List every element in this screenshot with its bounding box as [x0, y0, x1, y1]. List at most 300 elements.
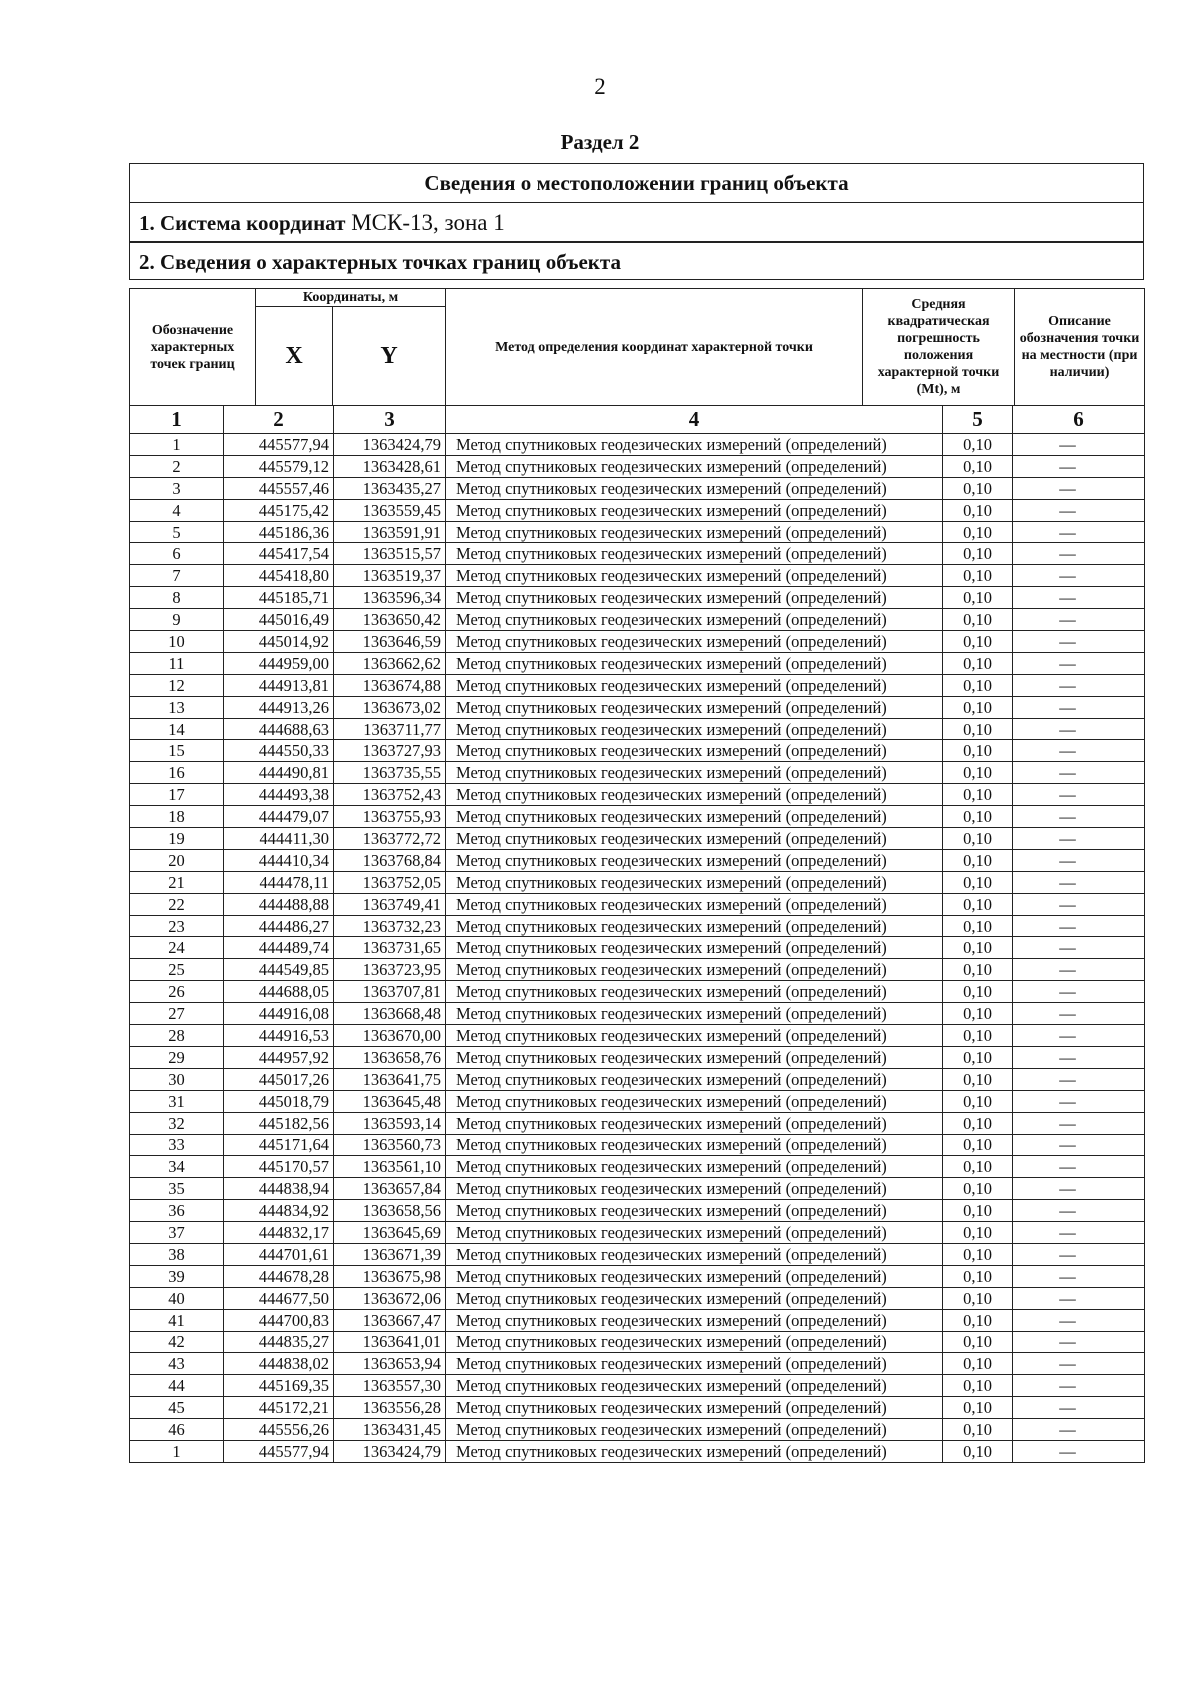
- column-numbers-row: [130, 406, 1145, 434]
- description-cell: —: [1013, 1134, 1145, 1156]
- coordinate-x: 444700,83: [224, 1309, 334, 1331]
- point-number: 46: [130, 1419, 224, 1441]
- point-number: 16: [130, 762, 224, 784]
- page-number: 2: [594, 74, 606, 99]
- coordinate-y: 1363672,06: [334, 1287, 446, 1309]
- coordinate-x: 444411,30: [224, 828, 334, 850]
- description-cell: —: [1013, 1375, 1145, 1397]
- coordinate-y: 1363424,79: [334, 1440, 446, 1462]
- point-number: 29: [130, 1046, 224, 1068]
- accuracy-cell: 0,10: [943, 1046, 1013, 1068]
- point-number: 25: [130, 959, 224, 981]
- table-row: [130, 565, 1145, 587]
- table-row: [130, 1419, 1145, 1441]
- point-number: 2: [130, 455, 224, 477]
- coordinate-y: 1363515,57: [334, 543, 446, 565]
- description-cell: —: [1013, 871, 1145, 893]
- coordinate-y: 1363674,88: [334, 674, 446, 696]
- table-row: [130, 1353, 1145, 1375]
- table-row: [130, 1331, 1145, 1353]
- description-cell: —: [1013, 652, 1145, 674]
- description-cell: —: [1013, 1440, 1145, 1462]
- point-number: 30: [130, 1068, 224, 1090]
- point-number: 32: [130, 1112, 224, 1134]
- method-cell: Метод спутниковых геодезических измерений (определений): [446, 1440, 943, 1462]
- method-cell: Метод спутниковых геодезических измерений (определений): [446, 784, 943, 806]
- accuracy-cell: 0,10: [943, 521, 1013, 543]
- point-number: 9: [130, 609, 224, 631]
- coordinate-x: 444916,08: [224, 1003, 334, 1025]
- table-row: [130, 718, 1145, 740]
- point-number: 41: [130, 1309, 224, 1331]
- table-row: [130, 871, 1145, 893]
- accuracy-cell: 0,10: [943, 718, 1013, 740]
- table-row: [130, 1397, 1145, 1419]
- coordinate-x: 444835,27: [224, 1331, 334, 1353]
- coordinate-y: 1363658,76: [334, 1046, 446, 1068]
- point-number: 18: [130, 806, 224, 828]
- point-number: 14: [130, 718, 224, 740]
- method-cell: Метод спутниковых геодезических измерений (определений): [446, 718, 943, 740]
- point-number: 7: [130, 565, 224, 587]
- coordinate-y: 1363641,75: [334, 1068, 446, 1090]
- point-number: 3: [130, 477, 224, 499]
- point-number: 28: [130, 1025, 224, 1047]
- method-cell: Метод спутниковых геодезических измерений (определений): [446, 652, 943, 674]
- accuracy-cell: 0,10: [943, 1287, 1013, 1309]
- coordinate-y: 1363667,47: [334, 1309, 446, 1331]
- accuracy-cell: 0,10: [943, 740, 1013, 762]
- coordinate-y: 1363772,72: [334, 828, 446, 850]
- coordinate-x: 444916,53: [224, 1025, 334, 1047]
- method-cell: Метод спутниковых геодезических измерений (определений): [446, 1309, 943, 1331]
- coordinate-x: 445014,92: [224, 631, 334, 653]
- method-cell: Метод спутниковых геодезических измерений (определений): [446, 674, 943, 696]
- table-row: [130, 1222, 1145, 1244]
- accuracy-cell: 0,10: [943, 1265, 1013, 1287]
- coordinate-x: 444550,33: [224, 740, 334, 762]
- coordinate-y: 1363749,41: [334, 893, 446, 915]
- table-row: [130, 1243, 1145, 1265]
- coordinate-x: 445182,56: [224, 1112, 334, 1134]
- point-number: 24: [130, 937, 224, 959]
- accuracy-cell: 0,10: [943, 915, 1013, 937]
- coordinate-y: 1363752,05: [334, 871, 446, 893]
- method-cell: Метод спутниковых геодезических измерений (определений): [446, 455, 943, 477]
- method-cell: Метод спутниковых геодезических измерений (определений): [446, 609, 943, 631]
- method-cell: Метод спутниковых геодезических измерений (определений): [446, 959, 943, 981]
- accuracy-cell: 0,10: [943, 455, 1013, 477]
- coordinate-y: 1363435,27: [334, 477, 446, 499]
- coordinate-x: 445169,35: [224, 1375, 334, 1397]
- coordinate-x: 445579,12: [224, 455, 334, 477]
- coordinate-y: 1363650,42: [334, 609, 446, 631]
- method-cell: Метод спутниковых геодезических измерений (определений): [446, 1003, 943, 1025]
- accuracy-cell: 0,10: [943, 477, 1013, 499]
- method-cell: Метод спутниковых геодезических измерений (определений): [446, 1222, 943, 1244]
- table-row: [130, 543, 1145, 565]
- description-cell: —: [1013, 849, 1145, 871]
- coordinate-y: 1363675,98: [334, 1265, 446, 1287]
- description-cell: —: [1013, 543, 1145, 565]
- method-cell: Метод спутниковых геодезических измерений (определений): [446, 828, 943, 850]
- description-cell: —: [1013, 1068, 1145, 1090]
- description-cell: —: [1013, 499, 1145, 521]
- point-number: 35: [130, 1178, 224, 1200]
- accuracy-cell: 0,10: [943, 1243, 1013, 1265]
- description-cell: —: [1013, 959, 1145, 981]
- coordinate-x: 444410,34: [224, 849, 334, 871]
- description-cell: —: [1013, 1265, 1145, 1287]
- description-cell: —: [1013, 1046, 1145, 1068]
- point-number: 39: [130, 1265, 224, 1287]
- coordinate-x: 445185,71: [224, 587, 334, 609]
- description-cell: —: [1013, 1090, 1145, 1112]
- method-cell: Метод спутниковых геодезических измерений (определений): [446, 1287, 943, 1309]
- coordinate-y: 1363645,48: [334, 1090, 446, 1112]
- method-cell: Метод спутниковых геодезических измерений (определений): [446, 1068, 943, 1090]
- coordinate-y: 1363723,95: [334, 959, 446, 981]
- method-cell: Метод спутниковых геодезических измерений (определений): [446, 806, 943, 828]
- method-cell: Метод спутниковых геодезических измерений (определений): [446, 1178, 943, 1200]
- method-cell: Метод спутниковых геодезических измерений (определений): [446, 1156, 943, 1178]
- coordinate-y: 1363732,23: [334, 915, 446, 937]
- table-row: [130, 1178, 1145, 1200]
- table-row: [130, 1200, 1145, 1222]
- table-row: [130, 981, 1145, 1003]
- table-row: [130, 455, 1145, 477]
- coordinate-y: 1363657,84: [334, 1178, 446, 1200]
- accuracy-cell: 0,10: [943, 1134, 1013, 1156]
- section-title: Раздел 2: [560, 130, 640, 154]
- method-cell: Метод спутниковых геодезических измерений (определений): [446, 434, 943, 456]
- method-cell: Метод спутниковых геодезических измерений (определений): [446, 981, 943, 1003]
- method-cell: Метод спутниковых геодезических измерений (определений): [446, 1353, 943, 1375]
- table-row: [130, 937, 1145, 959]
- column-number: 1: [130, 406, 224, 434]
- coordinate-system-row: [130, 203, 1143, 242]
- method-cell: Метод спутниковых геодезических измерений (определений): [446, 543, 943, 565]
- coordinate-x: 444834,92: [224, 1200, 334, 1222]
- method-cell: Метод спутниковых геодезических измерений (определений): [446, 1025, 943, 1047]
- table-row: [130, 434, 1145, 456]
- coordinate-x: 445018,79: [224, 1090, 334, 1112]
- point-number: 4: [130, 499, 224, 521]
- point-number: 22: [130, 893, 224, 915]
- accuracy-cell: 0,10: [943, 828, 1013, 850]
- point-number: 45: [130, 1397, 224, 1419]
- point-number: 37: [130, 1222, 224, 1244]
- description-cell: —: [1013, 806, 1145, 828]
- description-cell: —: [1013, 1309, 1145, 1331]
- coordinate-x: 444489,74: [224, 937, 334, 959]
- accuracy-cell: 0,10: [943, 631, 1013, 653]
- accuracy-cell: 0,10: [943, 1397, 1013, 1419]
- point-number: 6: [130, 543, 224, 565]
- coordinate-x: 445577,94: [224, 434, 334, 456]
- accuracy-cell: 0,10: [943, 499, 1013, 521]
- coordinate-y: 1363755,93: [334, 806, 446, 828]
- description-cell: —: [1013, 1178, 1145, 1200]
- coordinate-x: 445577,94: [224, 1440, 334, 1462]
- description-cell: —: [1013, 434, 1145, 456]
- description-cell: —: [1013, 477, 1145, 499]
- table-row: [130, 1003, 1145, 1025]
- table-row: [130, 1440, 1145, 1462]
- points-table: [129, 405, 1145, 1463]
- description-cell: —: [1013, 740, 1145, 762]
- coordinate-y: 1363519,37: [334, 565, 446, 587]
- accuracy-cell: 0,10: [943, 849, 1013, 871]
- point-number: 12: [130, 674, 224, 696]
- coordinate-y: 1363707,81: [334, 981, 446, 1003]
- accuracy-cell: 0,10: [943, 1112, 1013, 1134]
- method-cell: Метод спутниковых геодезических измерений (определений): [446, 1134, 943, 1156]
- accuracy-cell: 0,10: [943, 1331, 1013, 1353]
- table-row: [130, 499, 1145, 521]
- header-accuracy: Средняя квадратическая погрешность положения характерной точки (Mt), м: [863, 289, 1015, 406]
- accuracy-cell: 0,10: [943, 587, 1013, 609]
- accuracy-cell: 0,10: [943, 893, 1013, 915]
- table-row: [130, 1025, 1145, 1047]
- coordinate-y: 1363557,30: [334, 1375, 446, 1397]
- coordinate-y: 1363673,02: [334, 696, 446, 718]
- table-row: [130, 849, 1145, 871]
- table-row: [130, 587, 1145, 609]
- points-table-header: [129, 288, 1145, 406]
- accuracy-cell: 0,10: [943, 565, 1013, 587]
- description-cell: —: [1013, 1025, 1145, 1047]
- coordinate-y: 1363768,84: [334, 849, 446, 871]
- coordinate-y: 1363559,45: [334, 499, 446, 521]
- header-description: Описание обозначения точки на местности (при наличии): [1015, 289, 1145, 406]
- coordinate-x: 445171,64: [224, 1134, 334, 1156]
- point-number: 26: [130, 981, 224, 1003]
- table-row: [130, 521, 1145, 543]
- point-number: 5: [130, 521, 224, 543]
- table-row: [130, 959, 1145, 981]
- accuracy-cell: 0,10: [943, 762, 1013, 784]
- accuracy-cell: 0,10: [943, 1309, 1013, 1331]
- method-cell: Метод спутниковых геодезических измерений (определений): [446, 631, 943, 653]
- coordinate-y: 1363727,93: [334, 740, 446, 762]
- coordinate-y: 1363561,10: [334, 1156, 446, 1178]
- coordinate-y: 1363641,01: [334, 1331, 446, 1353]
- coordinate-x: 445186,36: [224, 521, 334, 543]
- accuracy-cell: 0,10: [943, 1003, 1013, 1025]
- header-method: Метод определения координат характерной точки: [446, 289, 863, 406]
- method-cell: Метод спутниковых геодезических измерений (определений): [446, 893, 943, 915]
- point-number: 21: [130, 871, 224, 893]
- table-row: [130, 762, 1145, 784]
- description-cell: —: [1013, 915, 1145, 937]
- point-number: 11: [130, 652, 224, 674]
- column-number: 3: [334, 406, 446, 434]
- accuracy-cell: 0,10: [943, 1200, 1013, 1222]
- method-cell: Метод спутниковых геодезических измерений (определений): [446, 871, 943, 893]
- point-number: 36: [130, 1200, 224, 1222]
- coordinate-x: 445016,49: [224, 609, 334, 631]
- method-cell: Метод спутниковых геодезических измерений (определений): [446, 1243, 943, 1265]
- table-row: [130, 477, 1145, 499]
- coordinate-x: 445170,57: [224, 1156, 334, 1178]
- description-cell: —: [1013, 828, 1145, 850]
- boundaries-heading: Сведения о местоположении границ объекта: [130, 164, 1143, 203]
- table-row: [130, 893, 1145, 915]
- accuracy-cell: 0,10: [943, 434, 1013, 456]
- description-cell: —: [1013, 1287, 1145, 1309]
- coordinate-x: 444493,38: [224, 784, 334, 806]
- method-cell: Метод спутниковых геодезических измерений (определений): [446, 1200, 943, 1222]
- method-cell: Метод спутниковых геодезических измерений (определений): [446, 1397, 943, 1419]
- table-row: [130, 1287, 1145, 1309]
- point-number: 20: [130, 849, 224, 871]
- table-row: [130, 1375, 1145, 1397]
- description-cell: —: [1013, 1353, 1145, 1375]
- point-number: 1: [130, 1440, 224, 1462]
- accuracy-cell: 0,10: [943, 543, 1013, 565]
- accuracy-cell: 0,10: [943, 652, 1013, 674]
- coordinate-y: 1363556,28: [334, 1397, 446, 1419]
- coordinate-x: 444678,28: [224, 1265, 334, 1287]
- method-cell: Метод спутниковых геодезических измерений (определений): [446, 762, 943, 784]
- point-number: 1: [130, 434, 224, 456]
- description-cell: —: [1013, 1419, 1145, 1441]
- accuracy-cell: 0,10: [943, 1178, 1013, 1200]
- description-cell: —: [1013, 762, 1145, 784]
- coordinate-y: 1363424,79: [334, 434, 446, 456]
- accuracy-cell: 0,10: [943, 1440, 1013, 1462]
- points-title: 2. Сведения о характерных точках границ объекта: [130, 242, 1143, 279]
- table-row: [130, 674, 1145, 696]
- coordinate-x: 445172,21: [224, 1397, 334, 1419]
- method-cell: Метод спутниковых геодезических измерений (определений): [446, 696, 943, 718]
- method-cell: Метод спутниковых геодезических измерений (определений): [446, 849, 943, 871]
- coordinate-y: 1363431,45: [334, 1419, 446, 1441]
- method-cell: Метод спутниковых геодезических измерений (определений): [446, 499, 943, 521]
- table-row: [130, 1265, 1145, 1287]
- method-cell: Метод спутниковых геодезических измерений (определений): [446, 565, 943, 587]
- column-number: 6: [1013, 406, 1145, 434]
- method-cell: Метод спутниковых геодезических измерений (определений): [446, 1112, 943, 1134]
- description-cell: —: [1013, 455, 1145, 477]
- coordinate-y: 1363560,73: [334, 1134, 446, 1156]
- coordinate-x: 444913,81: [224, 674, 334, 696]
- method-cell: Метод спутниковых геодезических измерений (определений): [446, 521, 943, 543]
- table-row: [130, 609, 1145, 631]
- coordinate-x: 444479,07: [224, 806, 334, 828]
- coordinate-x: 444959,00: [224, 652, 334, 674]
- table-row: [130, 1046, 1145, 1068]
- description-cell: —: [1013, 674, 1145, 696]
- coordinate-y: 1363752,43: [334, 784, 446, 806]
- table-row: [130, 696, 1145, 718]
- point-number: 23: [130, 915, 224, 937]
- method-cell: Метод спутниковых геодезических измерений (определений): [446, 915, 943, 937]
- point-number: 34: [130, 1156, 224, 1178]
- point-number: 13: [130, 696, 224, 718]
- description-cell: —: [1013, 1243, 1145, 1265]
- coordinate-y: 1363591,91: [334, 521, 446, 543]
- coordinate-x: 444832,17: [224, 1222, 334, 1244]
- accuracy-cell: 0,10: [943, 981, 1013, 1003]
- accuracy-cell: 0,10: [943, 937, 1013, 959]
- method-cell: Метод спутниковых геодезических измерений (определений): [446, 1375, 943, 1397]
- coordinate-y: 1363670,00: [334, 1025, 446, 1047]
- header-coordinates-group: Координаты, м: [256, 289, 446, 307]
- point-number: 42: [130, 1331, 224, 1353]
- point-number: 33: [130, 1134, 224, 1156]
- column-number: 4: [446, 406, 943, 434]
- accuracy-cell: 0,10: [943, 1375, 1013, 1397]
- header-point-designation: Обозначение характерных точек границ: [130, 289, 256, 406]
- description-cell: —: [1013, 1222, 1145, 1244]
- description-cell: —: [1013, 893, 1145, 915]
- header-y: Y: [333, 307, 446, 406]
- description-cell: —: [1013, 1003, 1145, 1025]
- point-number: 31: [130, 1090, 224, 1112]
- coordinate-x: 445418,80: [224, 565, 334, 587]
- coordinate-x: 445175,42: [224, 499, 334, 521]
- points-table-body: [130, 406, 1145, 1463]
- table-row: [130, 1068, 1145, 1090]
- table-row: [130, 784, 1145, 806]
- coordinate-y: 1363646,59: [334, 631, 446, 653]
- accuracy-cell: 0,10: [943, 871, 1013, 893]
- description-cell: —: [1013, 696, 1145, 718]
- accuracy-cell: 0,10: [943, 1068, 1013, 1090]
- method-cell: Метод спутниковых геодезических измерений (определений): [446, 740, 943, 762]
- coordinate-system-label: 1. Система координат: [139, 211, 346, 235]
- description-cell: —: [1013, 1200, 1145, 1222]
- method-cell: Метод спутниковых геодезических измерений (определений): [446, 937, 943, 959]
- point-number: 44: [130, 1375, 224, 1397]
- point-number: 43: [130, 1353, 224, 1375]
- coordinate-x: 444478,11: [224, 871, 334, 893]
- coordinate-x: 444913,26: [224, 696, 334, 718]
- coordinate-x: 444490,81: [224, 762, 334, 784]
- method-cell: Метод спутниковых геодезических измерений (определений): [446, 1419, 943, 1441]
- coordinate-y: 1363596,34: [334, 587, 446, 609]
- description-cell: —: [1013, 1331, 1145, 1353]
- method-cell: Метод спутниковых геодезических измерений (определений): [446, 587, 943, 609]
- coordinate-x: 444957,92: [224, 1046, 334, 1068]
- column-number: 5: [943, 406, 1013, 434]
- table-row: [130, 828, 1145, 850]
- coordinate-y: 1363671,39: [334, 1243, 446, 1265]
- accuracy-cell: 0,10: [943, 1222, 1013, 1244]
- accuracy-cell: 0,10: [943, 1156, 1013, 1178]
- coordinate-x: 445417,54: [224, 543, 334, 565]
- header-x: X: [256, 307, 333, 406]
- description-cell: —: [1013, 565, 1145, 587]
- description-cell: —: [1013, 631, 1145, 653]
- coordinate-x: 445017,26: [224, 1068, 334, 1090]
- description-cell: —: [1013, 718, 1145, 740]
- description-cell: —: [1013, 587, 1145, 609]
- coordinate-x: 444838,02: [224, 1353, 334, 1375]
- coordinate-y: 1363653,94: [334, 1353, 446, 1375]
- table-row: [130, 1112, 1145, 1134]
- accuracy-cell: 0,10: [943, 959, 1013, 981]
- coordinate-x: 445556,26: [224, 1419, 334, 1441]
- point-number: 17: [130, 784, 224, 806]
- table-row: [130, 1156, 1145, 1178]
- accuracy-cell: 0,10: [943, 784, 1013, 806]
- method-cell: Метод спутниковых геодезических измерений (определений): [446, 477, 943, 499]
- accuracy-cell: 0,10: [943, 674, 1013, 696]
- table-row: [130, 1309, 1145, 1331]
